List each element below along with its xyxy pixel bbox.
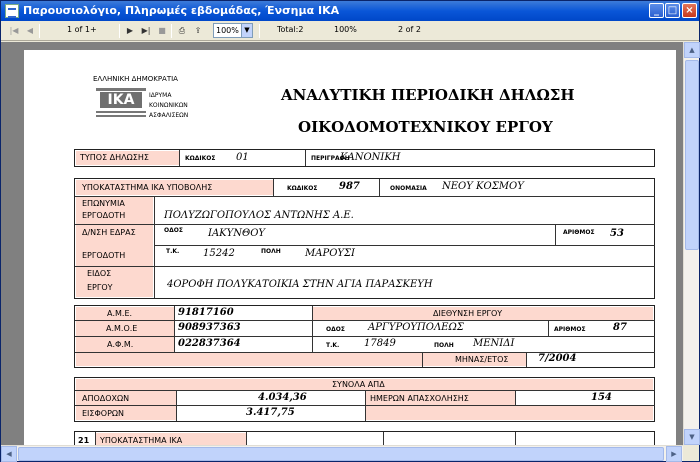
title-bar[interactable] — [1, 1, 699, 21]
row-divider — [75, 320, 655, 321]
col-divider — [422, 353, 423, 367]
scroll-left-icon[interactable]: ◀ — [1, 446, 17, 462]
employer-name-label-1: ΕΠΩΝΥΜΙΑ — [82, 199, 125, 208]
branch-name-value: ΝΕΟΥ ΚΟΣΜΟΥ — [442, 181, 524, 192]
app-icon — [5, 4, 19, 18]
col-divider — [526, 353, 527, 367]
report-page — [24, 50, 676, 445]
row-divider — [75, 196, 655, 197]
employer-addr-label-1: Δ/ΝΣΗ ΕΔΡΑΣ — [82, 228, 136, 237]
employer-zip-label: Τ.Κ. — [166, 248, 180, 255]
viewer-toolbar — [1, 21, 699, 41]
declaration-type-label: ΤΥΠΟΣ ΔΗΛΩΣΗΣ — [80, 153, 149, 162]
toolbar-separator — [259, 24, 260, 38]
employer-addr-label-2: ΕΡΓΟΔΟΤΗ — [82, 251, 126, 260]
cell-divider — [179, 150, 180, 166]
project-city-label: ΠΟΛΗ — [434, 342, 454, 349]
col-divider — [555, 225, 556, 245]
earnings-label: ΑΠΟΔΟΧΩΝ — [82, 394, 130, 403]
row-divider — [75, 336, 655, 337]
page-indicator: 1 of 1+ — [67, 25, 97, 34]
declaration-code-value: 01 — [236, 152, 249, 163]
ika-logo: ΙΚΑ — [96, 88, 146, 122]
branch-code-value: 987 — [339, 181, 360, 192]
contributions-value: 3.417,75 — [246, 407, 295, 418]
project-number-value: 87 — [613, 322, 627, 333]
report-title-line-1: ΑΝΑΛΥΤΙΚΗ ΠΕΡΙΟΔΙΚΗ ΔΗΛΩΣΗ — [281, 86, 575, 104]
vertical-scroll-thumb[interactable] — [685, 60, 699, 250]
project-number-label: ΑΡΙΘΜΟΣ — [554, 326, 586, 333]
stop-icon[interactable]: ■ — [158, 26, 166, 35]
project-kind-label-1: ΕΙΔΟΣ — [87, 269, 112, 278]
col-divider — [176, 391, 177, 421]
col-divider — [515, 432, 516, 445]
report-title-line-2: ΟΙΚΟΔΟΜΟΤΕΧΝΙΚΟΥ ΕΡΓΟΥ — [298, 118, 553, 136]
col-divider — [273, 179, 274, 196]
total-pages-label: Total:2 — [277, 25, 304, 34]
col-divider — [379, 179, 380, 196]
col-divider — [246, 432, 247, 445]
last-page-icon[interactable]: ▶| — [141, 26, 151, 35]
scroll-down-icon[interactable]: ▼ — [684, 429, 700, 445]
row-divider — [75, 224, 655, 225]
previous-page-icon[interactable]: ◀ — [26, 26, 34, 35]
toolbar-separator — [119, 24, 120, 38]
employer-street-value: ΙΑΚΥΝΘΟΥ — [208, 228, 265, 239]
afm-value: 022837364 — [178, 338, 241, 349]
project-address-header: ΔΙΕΘΥΝΣΗ ΕΡΓΟΥ — [433, 309, 503, 318]
declaration-code-label: ΚΩΔΙΚΟΣ — [185, 155, 216, 162]
project-kind-value: 4ΟΡΟΦΗ ΠΟΛΥΚΑΤΟΙΚΙΑ ΣΤΗΝ ΑΓΙΑ ΠΑΡΑΣΚΕΥΗ — [167, 279, 433, 290]
col-divider — [154, 197, 155, 298]
col-divider — [312, 306, 313, 352]
branch-label: ΥΠΟΚΑΤΑΣΤΗΜΑ ΙΚΑ ΥΠΟΒΟΛΗΣ — [82, 183, 213, 192]
toolbar-separator — [171, 24, 172, 38]
col-divider — [174, 306, 175, 352]
insured-branch-label: ΥΠΟΚΑΤΑΣΤΗΜΑ ΙΚΑ — [100, 436, 183, 445]
project-kind-label-2: ΕΡΓΟΥ — [87, 283, 113, 292]
employer-name-label-2: ΕΡΓΟΔΟΤΗ — [82, 211, 126, 220]
declaration-desc-label: ΠΕΡΙΓΡΑΦΗ — [311, 155, 350, 162]
chevron-down-icon[interactable]: ▼ — [241, 24, 252, 37]
zoom-select[interactable] — [213, 23, 253, 38]
col-divider — [515, 391, 516, 405]
row-number: 21 — [78, 436, 90, 445]
window-title: Παρουσιολόγιο, Πληρωμές εβδομάδας, Ένσημα ΙΚΑ — [23, 4, 340, 17]
page-of-label: 2 of 2 — [398, 25, 421, 34]
branch-code-label: ΚΩΔΙΚΟΣ — [287, 185, 318, 192]
project-zip-label: Τ.Κ. — [326, 342, 340, 349]
first-page-icon[interactable]: |◀ — [9, 26, 19, 35]
employer-city-label: ΠΟΛΗ — [261, 248, 281, 255]
days-label: ΗΜΕΡΩΝ ΑΠΑΣΧΟΛΗΣΗΣ — [370, 394, 469, 403]
afm-label: Α.Φ.Μ. — [107, 340, 134, 349]
horizontal-scrollbar[interactable] — [1, 445, 683, 461]
org-line-1: ΙΔΡΥΜΑ — [149, 92, 172, 99]
republic-label: ΕΛΛΗΝΙΚΗ ΔΗΜΟΚΡΑΤΙΑ — [93, 75, 178, 83]
row-divider — [75, 266, 655, 267]
project-city-value: ΜΕΝΙΔΙ — [473, 338, 515, 349]
zoom-value: 100% — [216, 26, 239, 35]
row-divider — [154, 245, 655, 246]
period-label: ΜΗΝΑΣ/ΕΤΟΣ — [455, 355, 509, 364]
org-line-2: ΚΟΙΝΩΝΙΚΩΝ — [149, 102, 188, 109]
col-divider — [383, 432, 384, 445]
totals-empty-bg — [365, 406, 653, 420]
totals-header: ΣΥΝΟΛΑ ΑΠΔ — [332, 380, 385, 389]
vertical-scrollbar[interactable] — [683, 42, 699, 445]
horizontal-scroll-thumb[interactable] — [18, 447, 664, 461]
period-value: 7/2004 — [538, 353, 577, 364]
ame-label: Α.Μ.Ε. — [107, 309, 133, 318]
close-button[interactable]: × — [682, 3, 697, 18]
scroll-right-icon[interactable]: ▶ — [666, 446, 682, 462]
col-divider — [365, 391, 366, 421]
declaration-desc-value: ΚΑΝΟΝΙΚΗ — [340, 152, 401, 163]
resize-grip[interactable] — [683, 445, 699, 461]
branch-name-label: ΟΝΟΜΑΣΙΑ — [390, 185, 427, 192]
employer-number-value: 53 — [610, 228, 624, 239]
ame-value: 91817160 — [178, 307, 234, 318]
print-icon[interactable]: ⎙ — [178, 26, 186, 35]
employer-number-label: ΑΡΙΘΜΟΣ — [563, 229, 595, 236]
org-line-3: ΑΣΦΑΛΙΣΕΩΝ — [149, 112, 189, 119]
employer-city-value: ΜΑΡΟΥΣΙ — [305, 248, 356, 259]
days-value: 154 — [591, 392, 612, 403]
zoom-percent-label: 100% — [334, 25, 357, 34]
project-zip-value: 17849 — [364, 338, 396, 349]
cell-divider — [305, 150, 306, 166]
project-empty-bg — [76, 353, 422, 366]
earnings-value: 4.034,36 — [258, 392, 307, 403]
employer-zip-value: 15242 — [203, 248, 235, 259]
contributions-label: ΕΙΣΦΟΡΩΝ — [82, 409, 124, 418]
scroll-up-icon[interactable]: ▲ — [684, 42, 700, 58]
employer-name-value: ΠΟΛΥΖΩΓΟΠΟΥΛΟΣ ΑΝΤΩΝΗΣ Α.Ε. — [164, 210, 354, 221]
employer-street-label: ΟΔΟΣ — [164, 227, 183, 234]
amoe-label: Α.Μ.Ο.Ε — [106, 324, 138, 333]
amoe-value: 908937363 — [178, 322, 241, 333]
col-divider — [548, 321, 549, 336]
maximize-button[interactable]: □ — [665, 3, 680, 18]
next-page-icon[interactable]: ▶ — [126, 26, 134, 35]
project-street-value: ΑΡΓΥΡΟΥΠΟΛΕΩΣ — [368, 322, 464, 333]
col-divider — [95, 432, 96, 445]
report-viewport[interactable] — [1, 42, 683, 445]
toolbar-separator — [39, 24, 40, 38]
minimize-button[interactable]: _ — [649, 3, 664, 18]
export-icon[interactable]: ⇪ — [194, 26, 202, 35]
project-street-label: ΟΔΟΣ — [326, 326, 345, 333]
